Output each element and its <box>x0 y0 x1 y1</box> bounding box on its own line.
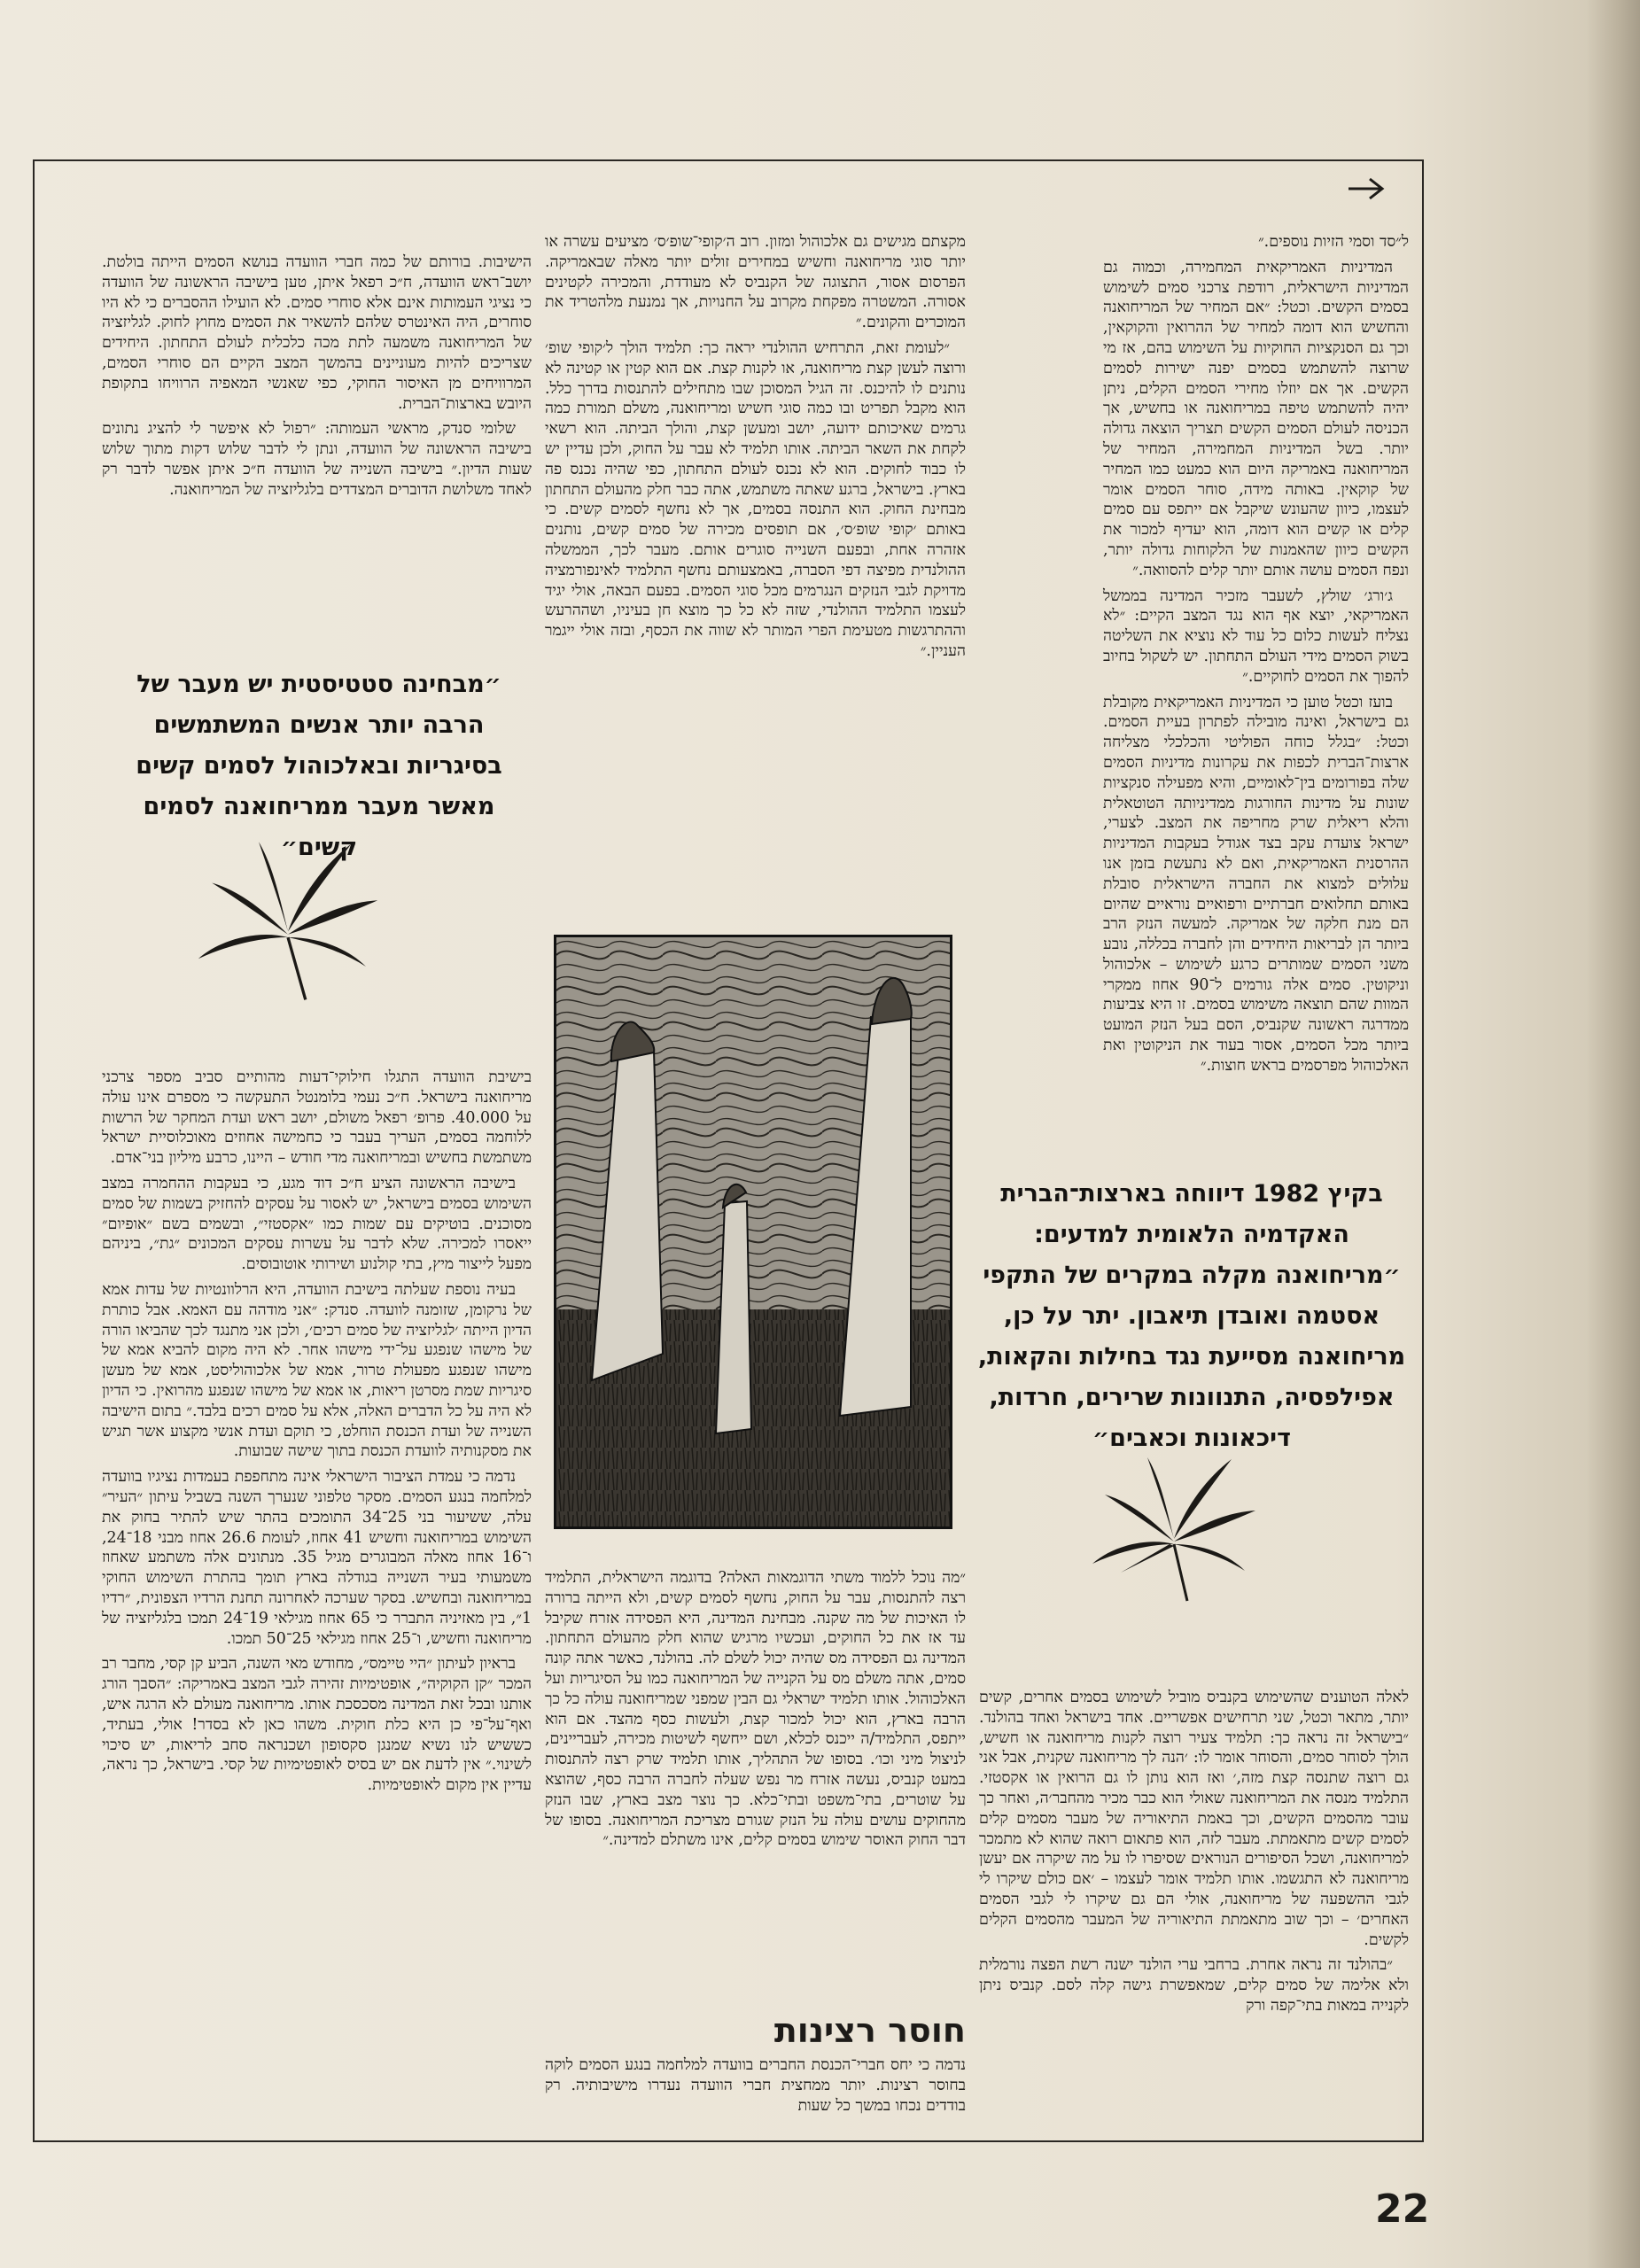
paragraph: לאלה הטוענים שהשימוש בקנביס מוביל לשימוש בסמים אחרים, קשים יותר, מתאר וכטל, שני תרחישים אפשריים. אחד בישראל ואחד בהולנד. ״בישראל זה נראה כך: תלמיד צעיר רוצה לקנות מריחואנה או חשיש, הולך לסוחר סמים, והסוחר אומר לו: ׳הנה לך מריחואנה שקנית, אבל אני גם רוצה שתנסה קצת מזה,׳ ואז הוא נותן לו גם הרואין או אקסטזי. התלמיד מנסה את המריחואנה שאולי הוא כבר מכיר מהחבר׳ה, ואחר כך עובר מהסמים הקשים, וכך באמת התיאוריה של מעבר מסמים קלים לסמים קשים מתאמתת. מעבר לזה, הוא פתאום רואה שהוא לא מתמכר למריחואנה, ושכל הסיפורים הנוראים שסיפרו לו על מה שיקרה אם יעשן מריחואנה לא התגשמו. אותו תלמיד אומר לעצמו – ׳אם כולם שיקרו לי לגבי ההשפעה של מריחואנה, אולי הם גם שיקרו לי לגבי הסמים האחרים׳ – וכך שוב מתאמתת התיאוריה של המעבר מהסמים הקלים לקשים. <box>979 1689 1409 1949</box>
paragraph: בראיון לעיתון ״היי טיימס״, מחודש מאי השנה, הביע קן קסי, מחבר רב המכר ״קן הקוקיה״, אופטימיות זהירה לגבי המצב באמריקה: ״הסבך הורג אותנו ובכל זאת המדינה מסכסכת אותו. מריחואנה מעולם לא הרגה איש, ואף־על־פי כן היא כלת חוקית. משהו כאן לא בסדר! אולי, בעתיד, כששיש לנו נשיא שמנגן סקסופון ושכנראה סחב לריאות, יש סיכוי לשינוי.״ אין לדעת אם יש בסיס לאופטימיות של קסי. בישראל, כך נראה, עדיין אין מקום לאופטימיות. <box>102 1655 532 1795</box>
column-right-bottom <box>979 1688 1409 2022</box>
paragraph: הישיבות. בורותם של כמה חברי הוועדה בנושא הסמים הייתה בולטת. יושב־ראש הוועדה, ח״כ רפאל איתן, טען בישיבה הראשונה של הוועדה כי נציגי העמותות אינם אלא סוחרי סמים. לא הועילו ההסברים כי לא היו סוחרים, היה האינטרס שלהם להשאיר את הסמים מחוץ לחוק. לגליזציה של המריחואנה משמעה לתת מכה כלכלית לעולם התחתון. היחידים שצריכים להיות מעוניינים בהמשך המצב הקיים הם סוחרי הסמים, המרוויחים מן האיסור החוקי, כפי שאנשי המאפיה הרוויחו בתקופת היובש בארצות־הברית. <box>102 253 532 413</box>
paragraph: ג׳ורג׳ שולץ, לשעבר מזכיר המדינה בממשל האמריקאי, יוצא אף הוא נגד המצב הקיים: ״לא נצליח לעשות כלום כל עוד לא נוציא את השליטה בשוק הסמים מידי העולם התחתון. יש לשקול בחיוב להפוך את הסמים לחוקיים.״ <box>1103 586 1409 686</box>
column-right-top <box>1103 232 1409 1082</box>
cannabis-leaf-icon <box>190 819 385 1006</box>
paragraph: בועז וכטל טוען כי המדיניות האמריקאית מקובלת גם בישראל, ואינה מובילה לפתרון בעיית הסמים. וכטל: ״בגלל כוחה הפוליטי והכלכלי מצליחה ארצות־הברית לכפות את עקרונות מדיניות הסמים שלה בפורומים בין־לאומיים, והיא מפעילה סנקציות שונות על מדינות החורגות ממדיניותה הטוטאלית והלא ריאלית שרק מחריפה את המצב. לצערי, ישראל צועדת עקב בצד אגודל בעקבות המדיניות ההרסנית האמריקאית, ואם לא נתעשת בזמן אנו עלולים למצוא את החברה הישראלית סובלת באותם תחלואים חברתיים ורפואיים נוראיים שהיום הם מנת חלקה של אמריקה. למעשה הנזק הרב ביותר הן לבריאות היחידים והן לחברה בכללה, נובע משני הסמים שמותרים כרגע לשימוש – אלכוהול וניקוטין. סמים אלה גורמים ל־90 אחוז ממקרי המוות שהם תוצאה משימוש בסמים. זו היא צביעות ממדרגה ראשונה שקנביס, הסם בעל הנזק המועט ביותר מכל הסמים, אסור בעוד את הניקוטין ואת האלכוהול מפרסמים בראש חוצות.״ <box>1103 693 1409 1075</box>
paragraph: בישיבת הוועדה התגלו חילוקי־דעות מהותיים סביב מספר צרכני מריחואנה בישראל. ח״כ נעמי בלומנטל התעקשה כי מספרם אינו עולה על 40.000. פרופ׳ רפאל משולם, יושב ראש ועדת המחקר של הרשות ללוחמה בסמים, העריך בעבר כי כחמישה אחוזים מאוכלוסיית ישראל משתמשת בחשיש ובמריחואנה מדי חודש – היינו, כרבע מיליון בני־אדם. <box>102 1068 532 1168</box>
paragraph: שלומי סנדק, מראשי העמותה: ״רפול לא איפשר לי להציג נתונים בישיבה הראשונה של הוועדה, ונתן לי לדבר שלוש דקות מתוך שלוש שעות הדיון.״ בישיבה השנייה של הוועדה ח״כ איתן אפשר לדבר רק לאחד משלושת הדוברים המצדדים בלגליזציה של המריחואנה. <box>102 420 532 499</box>
paragraph: ״מה נוכל ללמוד משתי הדוגמאות האלה? בדוגמה הישראלית, התלמיד רצה להתנסות, עבר על החוק, נחשף לסמים קשים, ולא הייתה ברורה לו האיכות של מה שקנה. מבחינת המדינה, היא הפסידה אזרח שקיבל עד אז את כל החוקים, ועכשיו מרגיש שהוא חלק מהעולם התחתון. המדינה גם הפסידה מס שהיה יכול לשלם לה. בהולנד, כאשר אתה קונה סמים, אתה משלם מס על הקנייה של המריחואנה כמו על הסיגריות ועל האלכוהול. אותו תלמיד ישראלי גם הבין שמפני שמריחואנה עולה כל כך הרבה בארץ, הוא יכול למכור קצת, ולעשות כסף מהצד. אם הוא ייתפס, התלמיד/ה ייכנס לכלא, ושם ייחשף לשיטות מכירה, לעבריינים, לניצול מיני וכו׳. בסופו של התהליך, אותו תלמיד שרק רצה להתנסות במעט קנביס, נעשה אזרח מר נפש שעלה לחברה הרבה כסף, שהוצא על שוטרים, בתי־משפט ובתי־כלא. כך נוצר מצב בארץ, שבו הנזק מהחוקים עושים עולה על הנזק שגורם מצריכת המריחואנה. בסופו של דבר החוק האוסר שימוש בסמים קלים, אינו משתלם למדינה.״ <box>545 1569 966 1850</box>
page-fold-shadow <box>1586 0 1640 2268</box>
paragraph: המדיניות האמריקאית המחמירה, וכמוה גם המדיניות הישראלית, רודפת צרכני סמים לשימוש בסמים הקשים. וכטל: ״אם המחיר של המריחואנה והחשיש הוא דומה למחיר של ההרואין והקוקאין, וכך גם הסנקציות החוקיות על השימוש בהם, אז מי שרוצה להשתמש בסמים יפנה ישירות לסמים הקשים. אך אם יוזלו מחירי הסמים הקלים, ניתן יהיה להשתמש טיפה במריחואנה או בחשיש, אך הכניסה לעולם הסמים הקשים תצריך הוצאה גדולה יותר. בשל המדיניות המחמירה, המחיר של המריחואנה באמריקה היום הוא כמעט כמו המחיר של קוקאין. באותה מידה, סוחר הסמים אומר לעצמו, כיוון שהעונש שיקבל אם ייתפס עם סמים קלים או קשים הוא דומה, הוא יעדיף למכור את הקשים כיוון שהאמנות של הלקוחות גדולה יותר, ונפח הסמים עושה אותם יותר קלים להסוואה.״ <box>1103 258 1409 579</box>
column-middle-top <box>545 232 966 667</box>
paragraph: ״בהולנד זה נראה אחרת. ברחבי ערי הולנד ישנה רשת הפצה נורמלית ולא אלימה של סמים קלים, שמאפשרת גישה קלה לסם. קנביס ניתן לקנייה במאות בתי־קפה ורק <box>979 1956 1409 2015</box>
column-left-bottom <box>102 1068 532 1801</box>
paragraph: בעיה נוספת שעלתה בישיבת הוועדה, היא הרלוונטיות של עדות אמא של נרקומן, שזומנה לוועדה. סנדק: ״אני מודהה עם האמא. אבל כותרת הדיון הייתה ׳לגליזציה של סמים רכים׳, ולכן אני מתנגד לכך שהביאו הורה של מישהו שנפגע על־ידי מישהו אחר. לא היה מקום להביא אמא של מישהו שנפגע מפעולת טרור, אמא של אלכוהוליסט, אמא של מעשן סיגריות שמת מסרטן ריאות, או אמא של מישהו שנפגע מהרואין. כי הדיון לא היה על כל הדברים האלה, אלא על סמים רכים בלבד.״ בתום הישיבה השנייה של ועדת הכנסת הוחלט, כי תוקם ועדת אנשי מקצוע אשר תגיש את מסקנותיה לוועדת הכנסת בתוך שישה שבועות. <box>102 1280 532 1461</box>
cannabis-leaf-icon <box>1085 1440 1263 1604</box>
illustration-drawing <box>556 937 950 1526</box>
illustration-burning-joints <box>554 935 952 1529</box>
paragraph: נדמה כי יחס חברי־הכנסת החברים בוועדה למלחמה בנגע הסמים לוקה בחוסר רצינות. יותר ממחצית חברי הוועדה נעדרו מישיבותיה. רק בודדים נכחו במשך כל שעות <box>545 2056 966 2115</box>
paragraph: בישיבה הראשונה הציע ח״כ דוד מגע, כי בעקבות ההחמרה במצב השימוש בסמים בישראל, יש לאסור על עסקים להחזיק בשמות של סמים מסוכנים. בוטיקים עם שמות כמו ״אקסטזי״, ובשמים בשם ״אופיום״ ייאסרו למכירה. שלא לדבר על עשרות עסקים המכונים ״גת״, ביניהם מפעל לייצור מיץ, בתי קולנוע ושירותי אוטובוסים. <box>102 1174 532 1274</box>
paragraph: ״לעומת זאת, התרחיש ההולנדי יראה כך: תלמיד הולך ל׳קופי שופ׳ ורוצה לעשן קצת מריחואנה, או לקנות קצת. אם הוא קטין או קטינה לא נותנים לו להיכנס. זה הגיל המסוכן שבו מתחילים להתנסות בדרך כלל. הוא מקבל תפריט ובו כמה סוגי חשיש ומריחואנה, משלם תמורת כמה גרמים שאיכותם ידועה, יושב ומעשן קצת, והולך הביתה. הוא רשאי לקחת את השאר הביתה. אותו תלמיד לא עבר על החוק, ולכן עדיין יש לו כבוד לחוקים. הוא לא נכנס לעולם התחתון, כפי שהיה נכנס פה בארץ. בישראל, ברגע שאתה משתמש, אתה כבר חלק מהעולם התחתון מבחינת החוק. הוא התנסה בסמים, אך לא נחשף לסמים קשים. כי באותם ׳קופי שופ׳ס׳, אם תופסים מכירה של סמים קשים, נותנים אזהרה אחת, ובפעם השנייה סוגרים אותם. מעבר לכך, הממשלה ההולנדית מפיצה דפי הסברה, באמצעותם נחשף התלמיד לאינפורמציה מדויקת לגבי הנזקים הנגרמים מכל סוגי הסמים. בפעם הבאה, אולי יגיד לעצמו התלמיד ההולנדי, שזה לא כל כך מוצא חן בעיניו, ושההרעש וההתרגשות מטעימת הפרי המותר לא שווה את הכסף, ובזה אולי ייגמר העניין.״ <box>544 338 966 660</box>
paragraph: נדמה כי עמדת הציבור הישראלי אינה מתחפפת בעמדות נציגיו בוועדה למלחמה בנגע הסמים. מסקר טלפוני שנערך השנה בשביל עיתון ״העיר״ עלה, ששיעור בני 25־34 התומכים בהתר שיש להתיר בחוק את השימוש במריחואנה וחשיש 41 אחוז, לעומת 26.6 אחוז מבני 18־24, ו־16 אחוז מאלה המבוגרים מגיל 35. מנתונים אלה משתמע שאחוז משמעותי בעיר השנייה בגודלה בארץ תומך בהתרת השימוש החוקי במריחואנה ובחשיש. בסקר שערכה לאחרונה תחנת הרדיו הצפונית, ״רדיו 1״, בין מאזיניה התברר כי 65 אחוז מגילאי 19־24 תמכו בלגליזציה של מריחואנה וחשיש, ו־25 אחוז מגילאי 25־50 תמכו. <box>102 1468 532 1648</box>
column-middle-tail <box>545 2055 966 2121</box>
paragraph: ל״סד וסמי הזיות נוספים.״ <box>1258 233 1409 251</box>
paragraph: מקצתם מגישים גם אלכוהול ומזון. רוב ה׳קופי־שופ׳ס׳ מציעים עשרה או יותר סוגי מריחואנה וחשיש במחירים זולים יותר מאלה שבאמריקה. הפרסום אסור, התצוגה של הקנביס לא מעודדת, והמכירה לקטינים אסורה. המשטרה מפקחת מקרוב על החנויות, אך נמנעת מלהטריד את המוכרים והקונים.״ <box>545 233 966 332</box>
column-middle-bottom <box>545 1568 966 1856</box>
page-number: 22 <box>1375 2186 1430 2232</box>
arrow-right-icon <box>1347 175 1386 202</box>
column-left-top <box>102 252 532 506</box>
pull-quote-left: ״מבחינה סטטיסטית יש מעבר של הרבה יותר אנשים המשתמשים בסיגריות ובאלכוהול לסמים קשים מאשר מעבר ממריחואנה לסמים קשים״ <box>136 671 502 861</box>
pull-quote-right: בקיץ 1982 דיווחה בארצות־הברית האקדמיה הלאומית למדעים: ״מריחואנה מקלה במקרים של התקפי אסטמה ואובדן תיאבון. יתר על כן, מריחואנה מסייעת נגד בחילות והקאות, אפילפסיה, התנוונות שרירים, חרדות, דיכאונות וכאבים״ <box>977 1180 1406 1452</box>
section-heading: חוסר רצינות <box>773 2011 966 2050</box>
